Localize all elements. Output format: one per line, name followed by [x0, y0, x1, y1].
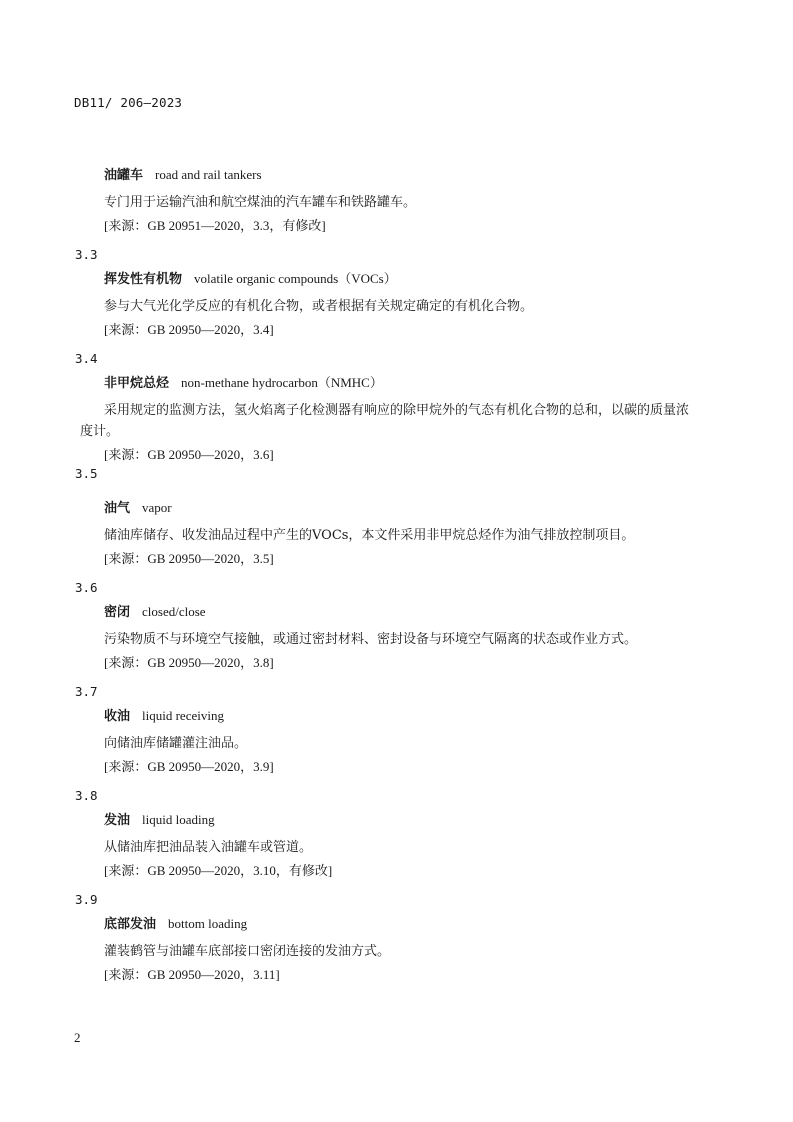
term-en: volatile organic compounds（VOCs）: [194, 271, 397, 286]
page-number: 2: [74, 1030, 81, 1045]
source-citation: [来源：GB 20950—2020，3.5]: [104, 551, 274, 566]
term-en: closed/close: [142, 604, 206, 619]
source-citation: [来源：GB 20951—2020，3.3，有修改]: [104, 218, 326, 233]
term-zh: 挥发性有机物: [104, 272, 183, 287]
source-citation: [来源：GB 20950—2020，3.11]: [104, 967, 280, 982]
definition: 参与大气光化学反应的有机化合物，或者根据有关规定确定的有机化合物。: [104, 299, 534, 314]
clause-number: 3.5: [75, 466, 98, 481]
source-citation: [来源：GB 20950—2020，3.6]: [104, 447, 274, 462]
term-zh: 底部发油: [104, 917, 157, 932]
term-zh: 油罐车: [104, 168, 144, 183]
term-entry-3: [104, 497, 172, 516]
clause-number: 3.7: [75, 684, 98, 699]
clause-number: 3.4: [75, 351, 98, 366]
document-id-header: DB11/ 206—2023: [74, 95, 183, 110]
term-entry-4: [104, 601, 206, 620]
term-en: road and rail tankers: [155, 167, 262, 182]
term-en: bottom loading: [168, 916, 248, 931]
term-zh: 非甲烷总烃: [104, 376, 170, 391]
source-citation: [来源：GB 20950—2020，3.8]: [104, 655, 274, 670]
definition: 从储油库把油品装入油罐车或管道。: [104, 840, 313, 855]
term-entry-0: [104, 164, 262, 183]
clause-number: 3.6: [75, 580, 98, 595]
term-entry-2: [104, 372, 383, 391]
term-zh: 油气: [104, 501, 131, 516]
source-citation: [来源：GB 20950—2020，3.4]: [104, 322, 274, 337]
clause-number: 3.9: [75, 892, 98, 907]
term-entry-1: [104, 268, 397, 287]
definition: 污染物质不与环境空气接触，或通过密封材料、密封设备与环境空气隔离的状态或作业方式。: [104, 632, 638, 647]
term-en: liquid receiving: [142, 708, 224, 723]
term-en: non-methane hydrocarbon（NMHC）: [181, 375, 383, 390]
definition: 专门用于运输汽油和航空煤油的汽车罐车和铁路罐车。: [104, 195, 417, 210]
definition: 储油库储存、收发油品过程中产生的VOCs，本文件采用非甲烷总烃作为油气排放控制项目。: [104, 528, 635, 543]
clause-number: 3.3: [75, 247, 98, 262]
term-zh: 密闭: [104, 605, 131, 620]
definition: 采用规定的监测方法，氢火焰离子化检测器有响应的除甲烷外的气态有机化合物的总和，以碳的质量浓度计。: [80, 403, 690, 439]
definition: 向储油库储罐灌注油品。: [104, 736, 248, 751]
definition: 灌装鹤管与油罐车底部接口密闭连接的发油方式。: [104, 944, 391, 959]
term-entry-5: [104, 705, 224, 724]
term-zh: 发油: [104, 813, 131, 828]
source-citation: [来源：GB 20950—2020，3.9]: [104, 759, 274, 774]
source-citation: [来源：GB 20950—2020，3.10，有修改]: [104, 863, 333, 878]
clause-number: 3.8: [75, 788, 98, 803]
term-en: vapor: [142, 500, 172, 515]
term-en: liquid loading: [142, 812, 215, 827]
term-zh: 收油: [104, 709, 131, 724]
term-entry-6: [104, 809, 215, 828]
term-entry-7: [104, 913, 247, 932]
